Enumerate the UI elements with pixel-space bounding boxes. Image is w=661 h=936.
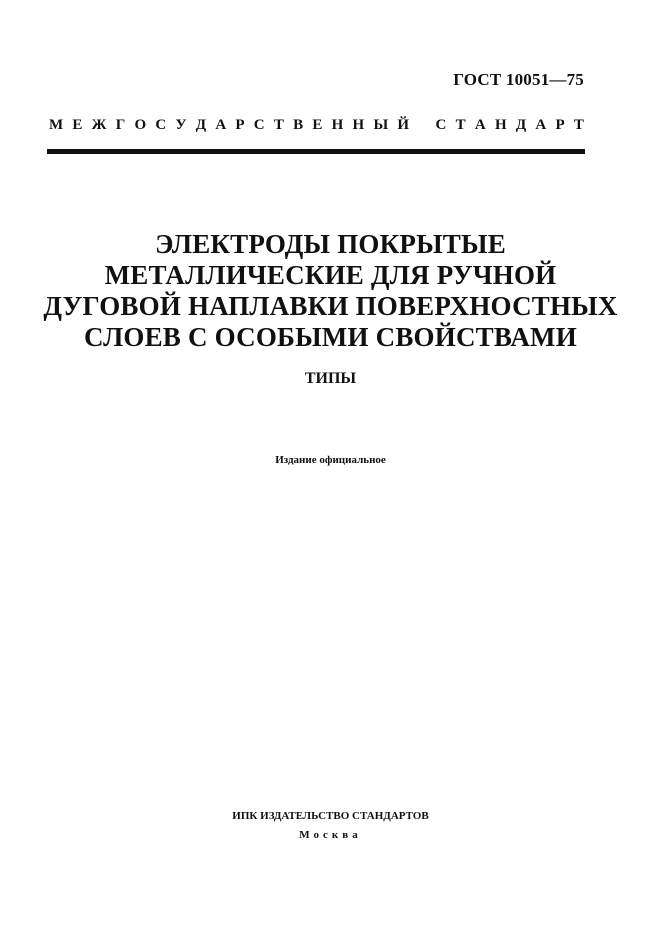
publisher-name: ИПК ИЗДАТЕЛЬСТВО СТАНДАРТОВ <box>232 810 429 822</box>
interstate-standard-heading: М Е Ж Г О С У Д А Р С Т В Е Н Н Ы Й С Т А Н Д А Р Т <box>49 117 584 133</box>
title-line: СЛОЕВ С ОСОБЫМИ СВОЙСТВАМИ <box>84 322 577 352</box>
title-line: ЭЛЕКТРОДЫ ПОКРЫТЫЕ <box>155 229 506 259</box>
document-subtitle: ТИПЫ <box>304 370 357 387</box>
title-line: МЕТАЛЛИЧЕСКИЕ ДЛЯ РУЧНОЙ <box>104 260 557 290</box>
edition-note: Издание официальное <box>275 454 386 466</box>
publisher-city: Москва <box>299 829 362 841</box>
document-title <box>20 229 641 353</box>
standard-number: ГОСТ 10051—75 <box>453 70 584 89</box>
title-line: ДУГОВОЙ НАПЛАВКИ ПОВЕРХНОСТНЫХ <box>43 291 618 321</box>
header-divider <box>47 149 585 154</box>
